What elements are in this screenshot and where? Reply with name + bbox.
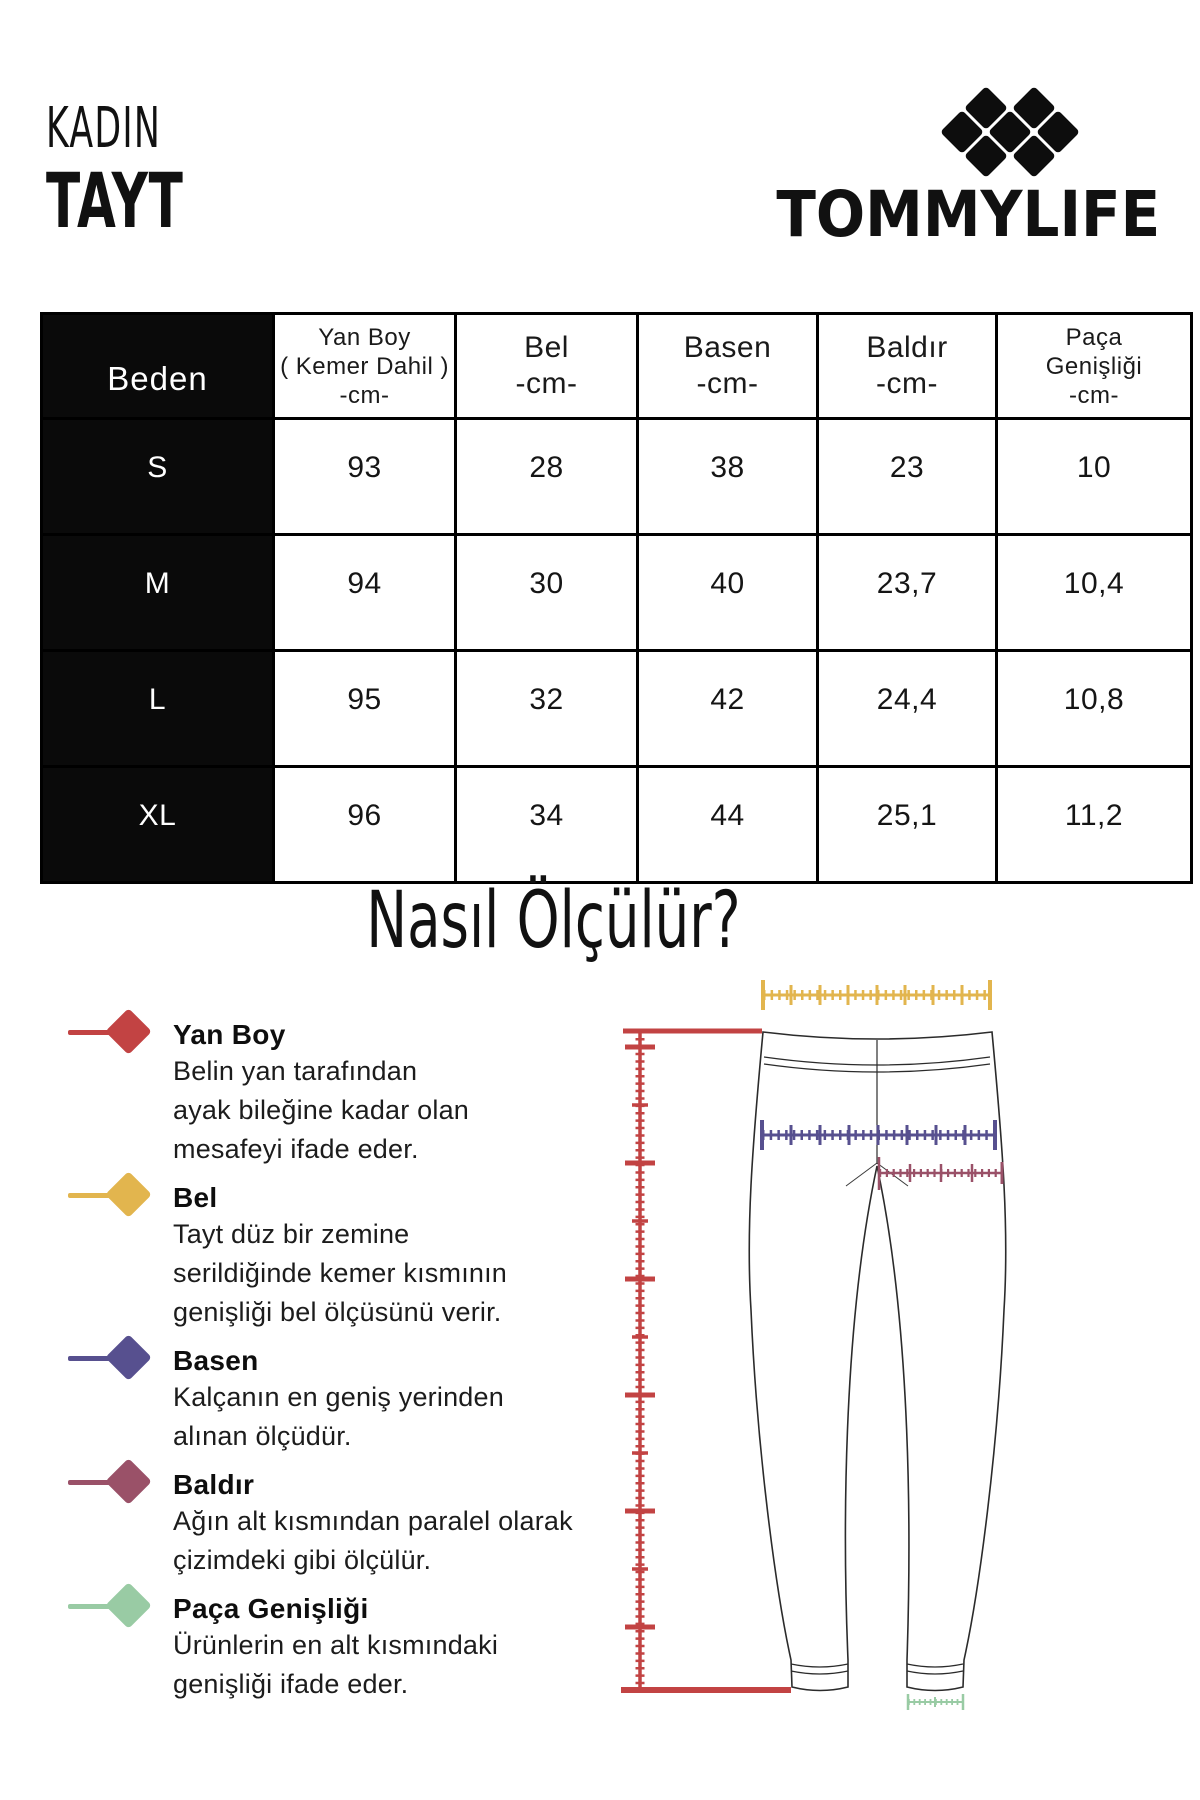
legend-item-yan-boy [60,1018,600,1169]
basen-ruler [762,1120,995,1150]
cell-value: 10,4 [997,535,1192,651]
legend-item-bel [60,1181,600,1332]
measure-legend [60,1018,600,1716]
col-header-yan-boy: Yan Boy ( Kemer Dahil ) -cm- [274,314,456,419]
col-header-beden: Beden [42,314,274,419]
table-row [42,535,1192,651]
col-header-basen: Basen -cm- [638,314,818,419]
leggings-outline [749,1032,1006,1691]
cell-value: 11,2 [997,767,1192,883]
col-header-bel: Bel -cm- [456,314,638,419]
cell-value: 93 [274,419,456,535]
cell-value: 30 [456,535,638,651]
col-header-paca-genisligi: Paça Genişliği -cm- [997,314,1192,419]
legend-label: Baldır [173,1469,255,1500]
size-label: M [42,535,274,651]
legend-label: Paça Genişliği [173,1593,369,1624]
cell-value: 23,7 [818,535,997,651]
cell-value: 40 [638,535,818,651]
col-header-baldir: Baldır -cm- [818,314,997,419]
cell-value: 23 [818,419,997,535]
legend-description: Ürünlerin en alt kısmındaki genişliği ifade eder. [173,1630,499,1699]
legend-description: Tayt düz bir zemine serildiğinde kemer kısmının genişliği bel ölçüsünü verir. [173,1219,508,1327]
paca-ruler [908,1694,963,1710]
legend-description: Belin yan tarafından ayak bileğine kadar olan mesafeyi ifade eder. [173,1056,469,1164]
basen-diamond-icon [105,1334,152,1381]
size-label: XL [42,767,274,883]
legend-description: Kalçanın en geniş yerinden alınan ölçüdür. [173,1382,504,1451]
product-label: TAYT [46,156,184,245]
table-header-row [42,314,1192,419]
category-label: KADIN [46,96,162,161]
cell-value: 28 [456,419,638,535]
brand-name: TOMMYLIFE [776,178,1160,251]
cell-value: 94 [274,535,456,651]
bel-ruler [763,980,990,1010]
legend-label: Basen [173,1345,259,1376]
cell-value: 96 [274,767,456,883]
legend-label: Bel [173,1182,218,1213]
cell-value: 25,1 [818,767,997,883]
size-label: S [42,419,274,535]
yan-boy-ruler [621,1031,791,1690]
cell-value: 44 [638,767,818,883]
baldir-ruler [879,1157,1002,1190]
baldir-diamond-icon [105,1458,152,1505]
bel-diamond-icon [105,1171,152,1218]
table-row [42,419,1192,535]
cell-value: 24,4 [818,651,997,767]
size-table [40,312,1160,832]
cell-value: 10 [997,419,1192,535]
table-row [42,767,1192,883]
leggings-diagram [560,975,1020,1720]
cell-value: 34 [456,767,638,883]
cell-value: 95 [274,651,456,767]
measure-section-title: Nasıl Ölçülür? [365,876,741,966]
cell-value: 42 [638,651,818,767]
legend-label: Yan Boy [173,1019,286,1050]
legend-description: Ağın alt kısmından paralel olarak çizimdeki gibi ölçülür. [173,1506,573,1575]
cell-value: 10,8 [997,651,1192,767]
legend-item-paca-genisligi [60,1592,600,1704]
paca-diamond-icon [105,1582,152,1629]
brand-logo [932,82,1082,187]
legend-item-baldir [60,1468,600,1580]
yan-boy-diamond-icon [105,1008,152,1055]
table-row [42,651,1192,767]
cell-value: 32 [456,651,638,767]
legend-item-basen [60,1344,600,1456]
cell-value: 38 [638,419,818,535]
size-label: L [42,651,274,767]
